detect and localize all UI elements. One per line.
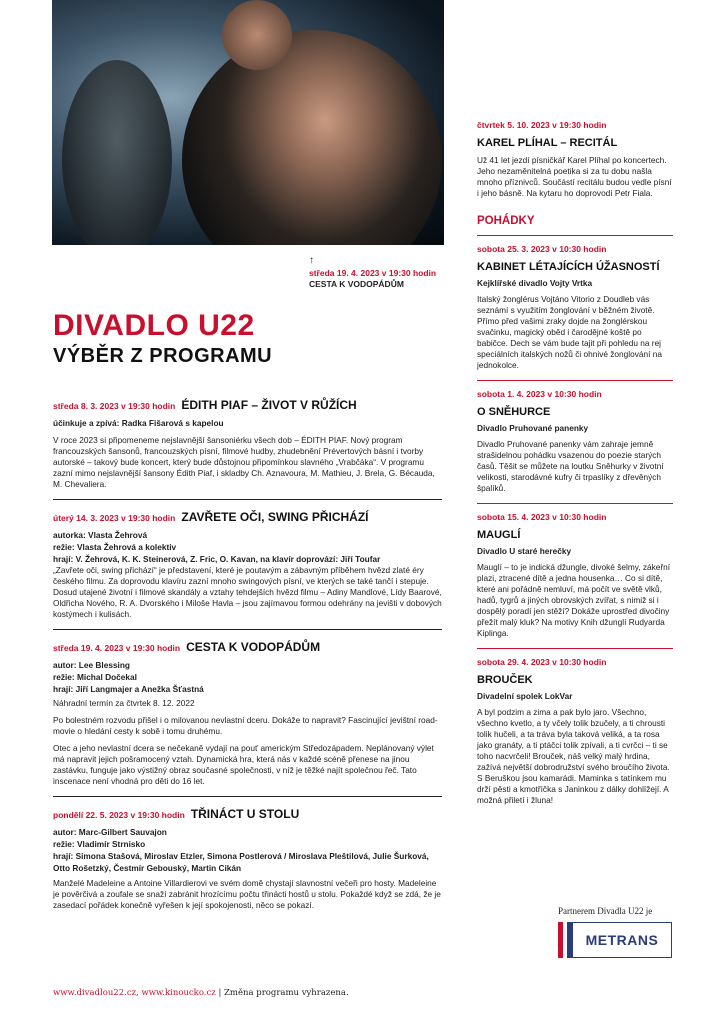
photo-caption-date: středa 19. 4. 2023 v 19:30 hodin (309, 268, 437, 278)
right-column (477, 120, 673, 806)
event-company: Divadlo Pruhované panenky (477, 423, 589, 433)
event-company: Divadelní spolek LokVar (477, 691, 573, 701)
divider (477, 235, 673, 236)
logo-wordmark: METRANS (572, 922, 672, 958)
photo-figure-main (182, 30, 442, 245)
partner-logo (558, 922, 672, 958)
page-subtitle: VÝBĚR Z PROGRAMU (53, 345, 273, 367)
divider (477, 648, 673, 649)
event-meta: účinkuje a zpívá: Radka Fišarová s kapelou (53, 418, 224, 428)
event-date: pondělí 22. 5. 2023 v 19:30 hodin (53, 810, 185, 820)
event-meta: režie: Michal Dočekal (53, 672, 137, 682)
hero-photo (52, 0, 444, 245)
event-meta: hrají: Simona Stašová, Miroslav Etzler, Simona Postlerová / Miroslava Pleštilová, Julie Šurková, Otto Rošetzký, Čestmír Gebouský, Martin Cikán (53, 851, 429, 873)
event-item (477, 120, 673, 199)
event-item (477, 657, 673, 806)
event-meta: autor: Marc-Gilbert Sauvajon (53, 827, 167, 837)
event-item (477, 389, 673, 494)
event-description: V roce 2023 si připomeneme nejslavnější šansoniérku všech dob – ÉDITH PIAF. Nový program francouzských šansonů, francouzských písní, filmové hudby, zhudebnění Prévertových básní i tvorby autorské – takový bude koncert, který bude důstojnou připomínkou slavného „Vrabčáka“. V programu zazní mimo nejslavnější šansony Édith Piaf, i skladby Ch. Aznavoura, M. Mathieu, J. Brela, G. Bécauda, M. Chevaliera. (53, 435, 435, 489)
event-item (477, 512, 673, 639)
event-description: Otec a jeho nevlastní dcera se nečekaně vydají na pouť americkým Středozápadem. Neplánovaný výlet má napravit jejich pošramocený vztah. Dynamická hra, která nás v každé scéně přenese na jinou zastávku, funguje jako výstižný obraz současné společnosti, v níž je těžké najít společnou řeč. Tato inscenace není vhodná pro děti do 16 let. (53, 743, 434, 786)
event-date: úterý 14. 3. 2023 v 19:30 hodin (53, 513, 176, 523)
event-name: TŘINÁCT U STOLU (190, 807, 300, 821)
event-meta: hrají: Jiří Langmajer a Anežka Šťastná (53, 684, 204, 694)
footer-note: | Změna programu vyhrazena. (215, 988, 349, 998)
footer (53, 988, 349, 998)
event-date: sobota 1. 4. 2023 v 10:30 hodin (477, 389, 602, 399)
event-name: ZAVŘETE OČI, SWING PŘICHÁZÍ (181, 510, 369, 524)
divider (53, 796, 442, 797)
event-description: A byl podzim a zima a pak bylo jaro. Všechno, všechno kvetlo, a ty včely tolik bzučely, a ti chrousti tolik hučeli, a ta tráva byla taková veliká, a ta rosa jako granáty, a ti ptáčci tolik zpívali, a ti cvrčci – ti se toho nacvrčeli! Brouček, náš velký malý hrdina, zažívá největší dobrodružství svého broučího života. S Beruškou jsou kamarádi. Maminka s tatínkem mu drží pěsti a kmotříčka s Janinkou z dálky dohlížejí. A možná přiletí i žluna! (477, 707, 670, 805)
event-description: Divadlo Pruhované panenky vám zahraje jemně strašidelnou pohádku vsazenou do poezie starých časů. Těšit se můžete na loutku Sněhurky v životní velikosti, starodávné kufry či trpaslíky z dřevěných špalíků. (477, 439, 664, 493)
event-name: O SNĚHURCE (477, 406, 551, 418)
event-date: sobota 25. 3. 2023 v 10:30 hodin (477, 244, 607, 254)
event-item (53, 640, 442, 787)
logo-stripes (558, 922, 572, 958)
photo-caption-arrow: ↑ (309, 255, 314, 266)
footer-links[interactable]: www.divadlou22.cz, www.kinoucko.cz (53, 988, 216, 998)
event-name: KAREL PLÍHAL – RECITÁL (477, 137, 618, 149)
event-description: Italský žonglérus Vojtáno Vitorio z Doudleb vás seznámí s využitím žonglování v běžném životě. Přímo před vašimi zraky dojde na žonglérskou svačinku, magický oběd i čarodějné koště po babičce. Dech se vám bude tajit při pohledu na rej speciálních italských nožů či ohnivé žonglování na jednokolce. (477, 294, 662, 370)
event-meta: autor: Lee Blessing (53, 660, 130, 670)
divider (477, 380, 673, 381)
event-note: Náhradní termín za čtvrtek 8. 12. 2022 (53, 698, 195, 708)
event-item (53, 398, 442, 490)
event-company: Divadlo U staré herečky (477, 546, 572, 556)
event-description: Manželé Madeleine a Antoine Villardierovi ve svém domě chystají slavnostní večeři pro hosty. Madeleine je pověrčivá a zoufale se snaží zabránit hrozícímu počtu třinácti hostů u stolu. Pokaždé když se zdá, že je zasedací pořádek konečně vyřešen k její spokojenosti, něco se pokazí. (53, 878, 441, 910)
event-date: středa 8. 3. 2023 v 19:30 hodin (53, 401, 176, 411)
divider (53, 629, 442, 630)
event-company: Kejklířské divadlo Vojty Vrtka (477, 278, 593, 288)
event-name: KABINET LÉTAJÍCÍCH ÚŽASNOSTÍ (477, 261, 660, 273)
divider (53, 499, 442, 500)
event-date: středa 19. 4. 2023 v 19:30 hodin (53, 643, 181, 653)
event-date: čtvrtek 5. 10. 2023 v 19:30 hodin (477, 120, 607, 130)
event-item (53, 510, 442, 620)
photo-figure-left (62, 60, 172, 245)
event-item (477, 244, 673, 371)
event-date: sobota 15. 4. 2023 v 10:30 hodin (477, 512, 607, 522)
event-name: MAUGLÍ (477, 529, 521, 541)
partner-text: Partnerem Divadla U22 je (558, 906, 653, 916)
event-description: „Zavřete oči, swing přichází“ je představení, které je poutavým a zábavným příběhem hvězd zlaté éry českého filmu. Za doprovodu klavíru zazní mnoho swingových písní, ve kterých se také tančí i stepuje. Dosud utajené životní i filmové skandály a vztahy tehdejších hvězd filmu – Adiny Mandlové, Lídy Baarové, Oldřicha Nového, R. A. Dvorského i Miloše Havla – jsou zajímavou formou odehrány na jevišti v dobových kostýmech i kulisách. (53, 565, 442, 619)
event-meta: hrají: V. Žehrová, K. K. Steinerová, Z. Fric, O. Kavan, na klavír doprovází: Jiří Toufar (53, 554, 381, 564)
event-name: ÉDITH PIAF – ŽIVOT V RŮŽÍCH (181, 398, 357, 412)
event-name: CESTA K VODOPÁDŮM (186, 640, 321, 654)
event-meta: autorka: Vlasta Žehrová (53, 530, 148, 540)
page-title: DIVADLO U22 (53, 309, 255, 342)
photo-caption-title: CESTA K VODOPÁDŮM (309, 279, 404, 289)
event-description: Po bolestném rozvodu přišel i o milovanou nevlastní dceru. Dokáže to napravit? Fascinující jevištní road-movie o hledání cesty k sobě i tomu druhému. (53, 715, 438, 736)
event-list (53, 398, 442, 911)
event-meta: režie: Vlasta Žehrová a kolektiv (53, 542, 177, 552)
event-item (53, 807, 442, 911)
divider (477, 503, 673, 504)
event-meta: režie: Vladimír Strnisko (53, 839, 146, 849)
photo-hand (222, 0, 292, 70)
event-name: BROUČEK (477, 674, 533, 686)
photo-caption (309, 268, 436, 290)
event-description: Už 41 let jezdí písničkář Karel Plíhal po koncertech. Jeho nezaměnitelná poetika si za tu dobu našla mnoho příznivců. Součástí recitálu budou vedle písní i jeho básně. Na kytaru ho doprovodí Petr Fiala. (477, 155, 672, 198)
section-heading: POHÁDKY (477, 215, 535, 227)
event-description: Mauglí – to je indická džungle, divoké šelmy, zákeřní plazi, ztracené dítě a jedna housenka… Co si dítě, které ani pořádně nemluví, má počít ve světě vlků, hadů, tygrů a jiných obrovských zvířat, s nimiž si i dospělý poradí jen stěží? Dokáže uprostřed divočiny přežít malý kluk? Na motivy Knih džunglí Rudyarda Kiplinga. (477, 562, 671, 638)
event-date: sobota 29. 4. 2023 v 10:30 hodin (477, 657, 607, 667)
